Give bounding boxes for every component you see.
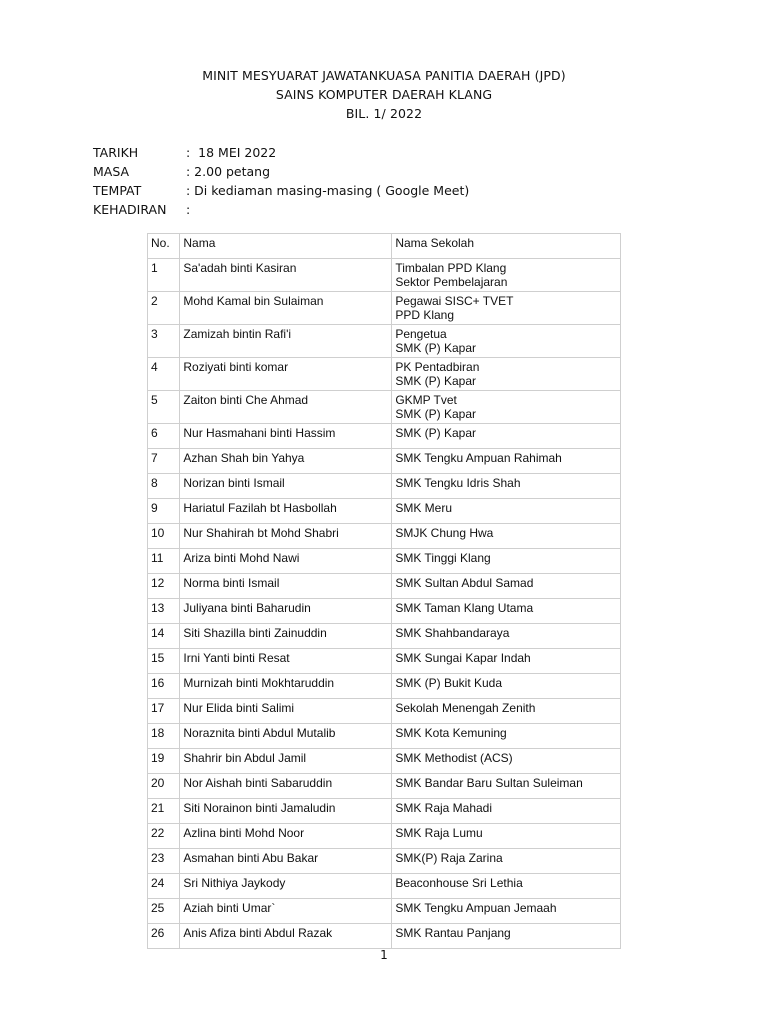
- row-number: 14: [148, 624, 180, 649]
- school-line: SMK Shahbandaraya: [395, 626, 510, 640]
- school-line: SMK (P) Kapar: [395, 407, 477, 421]
- table-row: [148, 259, 621, 292]
- row-number: 4: [148, 358, 180, 391]
- school-name: [392, 391, 621, 424]
- table-row: [148, 824, 621, 849]
- member-name: Norizan binti Ismail: [180, 474, 392, 499]
- table-row: [148, 774, 621, 799]
- member-name: Nur Elida binti Salimi: [180, 699, 392, 724]
- meta-value: :: [186, 202, 191, 217]
- member-name: Sa'adah binti Kasiran: [180, 259, 392, 292]
- school-line: SMK Tengku Ampuan Jemaah: [395, 901, 557, 915]
- table-row: [148, 624, 621, 649]
- school-name: [392, 574, 621, 599]
- school-name: [392, 874, 621, 899]
- school-name: [392, 649, 621, 674]
- school-name: [392, 549, 621, 574]
- row-number: 20: [148, 774, 180, 799]
- row-number: 13: [148, 599, 180, 624]
- table-header-row: [148, 234, 621, 259]
- school-line: SMK Meru: [395, 501, 452, 515]
- member-name: Zamizah bintin Rafi'i: [180, 325, 392, 358]
- title-line-1: MINIT MESYUARAT JAWATANKUASA PANITIA DAERAH (JPD): [202, 68, 566, 83]
- header-sekolah: Nama Sekolah: [392, 234, 621, 259]
- school-name: [392, 474, 621, 499]
- meta-row-tarikh: [93, 143, 469, 162]
- school-line: SMK Methodist (ACS): [395, 751, 513, 765]
- meeting-details: [93, 143, 469, 219]
- member-name: Roziyati binti komar: [180, 358, 392, 391]
- row-number: 25: [148, 899, 180, 924]
- school-line: SMK Tengku Idris Shah: [395, 476, 521, 490]
- school-line: PK Pentadbiran: [395, 360, 480, 374]
- row-number: 12: [148, 574, 180, 599]
- meta-row-kehadiran: [93, 200, 469, 219]
- member-name: Anis Afiza binti Abdul Razak: [180, 924, 392, 949]
- header-nama: Nama: [180, 234, 392, 259]
- school-name: [392, 325, 621, 358]
- table-row: [148, 449, 621, 474]
- school-line: Beaconhouse Sri Lethia: [395, 876, 523, 890]
- document-title: [0, 66, 768, 123]
- member-name: Sri Nithiya Jaykody: [180, 874, 392, 899]
- school-name: [392, 449, 621, 474]
- member-name: Shahrir bin Abdul Jamil: [180, 749, 392, 774]
- table-row: [148, 924, 621, 949]
- school-line: SMK Sultan Abdul Samad: [395, 576, 534, 590]
- meta-label: MASA: [93, 164, 130, 179]
- member-name: Azhan Shah bin Yahya: [180, 449, 392, 474]
- member-name: Nur Shahirah bt Mohd Shabri: [180, 524, 392, 549]
- school-name: [392, 724, 621, 749]
- school-line: PPD Klang: [395, 308, 455, 322]
- school-line: SMK Sungai Kapar Indah: [395, 651, 531, 665]
- member-name: Siti Shazilla binti Zainuddin: [180, 624, 392, 649]
- school-line: SMK Raja Mahadi: [395, 801, 493, 815]
- school-name: [392, 749, 621, 774]
- school-name: [392, 524, 621, 549]
- table-row: [148, 899, 621, 924]
- member-name: Asmahan binti Abu Bakar: [180, 849, 392, 874]
- member-name: Juliyana binti Baharudin: [180, 599, 392, 624]
- row-number: 21: [148, 799, 180, 824]
- row-number: 6: [148, 424, 180, 449]
- school-line: SMK Tinggi Klang: [395, 551, 491, 565]
- page-number: 1: [380, 948, 388, 962]
- meta-value: : Di kediaman masing-masing ( Google Meet): [186, 183, 470, 198]
- member-name: Mohd Kamal bin Sulaiman: [180, 292, 392, 325]
- table-row: [148, 358, 621, 391]
- row-number: 26: [148, 924, 180, 949]
- school-name: [392, 499, 621, 524]
- row-number: 8: [148, 474, 180, 499]
- table-row: [148, 849, 621, 874]
- row-number: 10: [148, 524, 180, 549]
- table-row: [148, 599, 621, 624]
- member-name: Noraznita binti Abdul Mutalib: [180, 724, 392, 749]
- school-name: [392, 849, 621, 874]
- row-number: 3: [148, 325, 180, 358]
- school-name: [392, 799, 621, 824]
- school-line: GKMP Tvet: [395, 393, 457, 407]
- member-name: Siti Norainon binti Jamaludin: [180, 799, 392, 824]
- row-number: 22: [148, 824, 180, 849]
- school-line: SMK Taman Klang Utama: [395, 601, 534, 615]
- school-line: SMK Rantau Panjang: [395, 926, 511, 940]
- school-line: Pengetua: [395, 327, 447, 341]
- member-name: Irni Yanti binti Resat: [180, 649, 392, 674]
- member-name: Murnizah binti Mokhtaruddin: [180, 674, 392, 699]
- row-number: 15: [148, 649, 180, 674]
- attendance-table: [147, 233, 621, 949]
- table-row: [148, 874, 621, 899]
- school-line: SMK (P) Bukit Kuda: [395, 676, 503, 690]
- meta-value: : 2.00 petang: [186, 164, 271, 179]
- school-line: SMK Kota Kemuning: [395, 726, 507, 740]
- school-name: [392, 674, 621, 699]
- school-line: SMK (P) Kapar: [395, 426, 477, 440]
- school-line: Timbalan PPD Klang: [395, 261, 507, 275]
- row-number: 2: [148, 292, 180, 325]
- school-line: SMK Raja Lumu: [395, 826, 483, 840]
- table-row: [148, 292, 621, 325]
- school-line: Sekolah Menengah Zenith: [395, 701, 536, 715]
- row-number: 16: [148, 674, 180, 699]
- row-number: 24: [148, 874, 180, 899]
- table-row: [148, 474, 621, 499]
- school-name: [392, 924, 621, 949]
- school-line: SMK(P) Raja Zarina: [395, 851, 503, 865]
- school-line: SMJK Chung Hwa: [395, 526, 494, 540]
- table-row: [148, 499, 621, 524]
- school-line: Sektor Pembelajaran: [395, 275, 508, 289]
- row-number: 5: [148, 391, 180, 424]
- attendance-rows: [148, 259, 621, 949]
- school-name: [392, 774, 621, 799]
- meta-row-tempat: [93, 181, 469, 200]
- table-row: [148, 325, 621, 358]
- member-name: Hariatul Fazilah bt Hasbollah: [180, 499, 392, 524]
- row-number: 23: [148, 849, 180, 874]
- member-name: Azlina binti Mohd Noor: [180, 824, 392, 849]
- meta-label: KEHADIRAN: [93, 202, 167, 217]
- member-name: Ariza binti Mohd Nawi: [180, 549, 392, 574]
- title-line-3: BIL. 1/ 2022: [345, 106, 423, 121]
- school-line: SMK Bandar Baru Sultan Suleiman: [395, 776, 583, 790]
- meta-value: : 18 MEI 2022: [186, 145, 277, 160]
- member-name: Norma binti Ismail: [180, 574, 392, 599]
- school-name: [392, 358, 621, 391]
- row-number: 7: [148, 449, 180, 474]
- school-name: [392, 424, 621, 449]
- row-number: 18: [148, 724, 180, 749]
- meta-label: TARIKH: [93, 145, 139, 160]
- table-row: [148, 524, 621, 549]
- meta-label: TEMPAT: [93, 183, 142, 198]
- member-name: Nor Aishah binti Sabaruddin: [180, 774, 392, 799]
- table-row: [148, 749, 621, 774]
- table-row: [148, 549, 621, 574]
- header-no: No.: [148, 234, 180, 259]
- school-name: [392, 599, 621, 624]
- table-row: [148, 574, 621, 599]
- row-number: 1: [148, 259, 180, 292]
- row-number: 19: [148, 749, 180, 774]
- school-line: SMK (P) Kapar: [395, 374, 477, 388]
- member-name: Nur Hasmahani binti Hassim: [180, 424, 392, 449]
- school-name: [392, 624, 621, 649]
- table-row: [148, 391, 621, 424]
- table-row: [148, 674, 621, 699]
- table-row: [148, 699, 621, 724]
- title-line-2: SAINS KOMPUTER DAERAH KLANG: [275, 87, 493, 102]
- school-line: SMK (P) Kapar: [395, 341, 477, 355]
- school-line: Pegawai SISC+ TVET: [395, 294, 514, 308]
- school-name: [392, 824, 621, 849]
- member-name: Aziah binti Umar`: [180, 899, 392, 924]
- table-row: [148, 724, 621, 749]
- school-name: [392, 259, 621, 292]
- school-name: [392, 899, 621, 924]
- school-name: [392, 292, 621, 325]
- school-line: SMK Tengku Ampuan Rahimah: [395, 451, 562, 465]
- meta-row-masa: [93, 162, 469, 181]
- row-number: 17: [148, 699, 180, 724]
- table-row: [148, 649, 621, 674]
- row-number: 11: [148, 549, 180, 574]
- member-name: Zaiton binti Che Ahmad: [180, 391, 392, 424]
- table-row: [148, 799, 621, 824]
- row-number: 9: [148, 499, 180, 524]
- school-name: [392, 699, 621, 724]
- table-row: [148, 424, 621, 449]
